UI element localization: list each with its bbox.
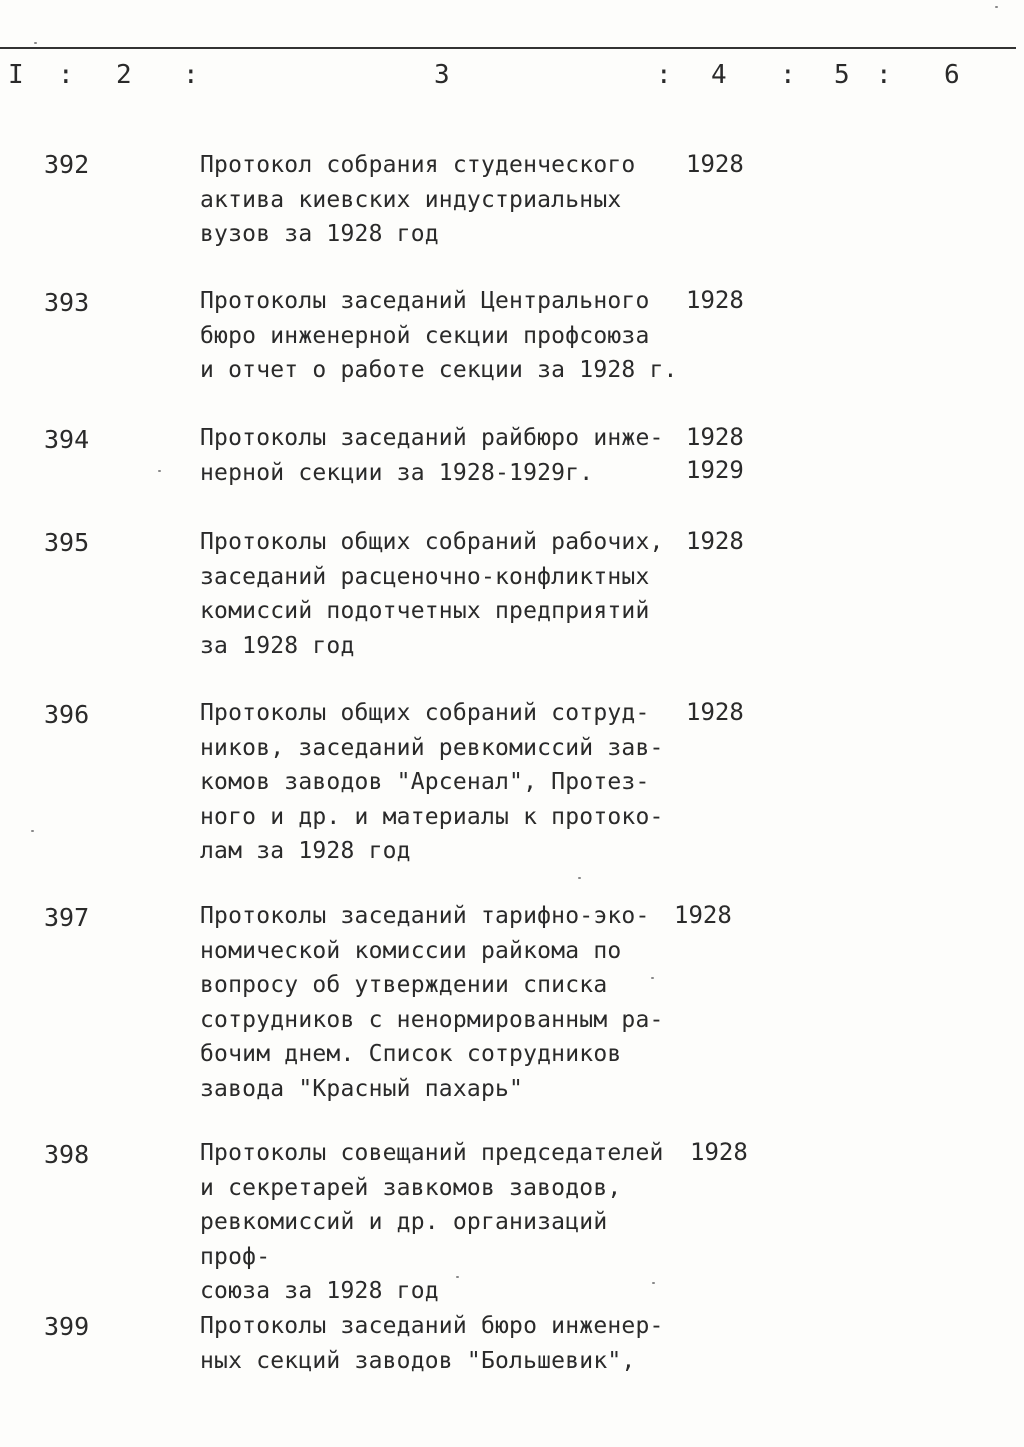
record-description: Протоколы общих собраний рабочих, заседаний расценочно-конфликтных комиссий подотчетных предприятий за 1928 год <box>200 529 664 659</box>
scan-speck <box>652 1282 655 1284</box>
record-number: 392 <box>44 150 90 179</box>
scan-speck <box>31 830 34 832</box>
scan-speck <box>158 470 161 472</box>
scan-speck <box>456 1276 459 1278</box>
record-description: Протоколы заседаний бюро инженер- ных секций заводов "Большевик", <box>200 1313 664 1374</box>
record-number: 396 <box>44 700 90 729</box>
column-header-3: 3 <box>434 60 450 90</box>
record-number: 394 <box>44 425 90 454</box>
record-dates: 1928 <box>690 1138 748 1166</box>
record-dates: 1928 1929 <box>686 423 744 484</box>
record-number: 393 <box>44 288 90 317</box>
column-separator: : <box>656 60 672 90</box>
column-separator: : <box>876 60 892 90</box>
record-description: Протоколы общих собраний сотруд- ников, заседаний ревкомиссий зав- комов заводов "Арсенал", Протез- ного и др. и материалы к протоко- лам за 1928 год <box>200 700 664 864</box>
column-header-4: 4 <box>711 60 727 90</box>
record-number: 397 <box>44 903 90 932</box>
record-dates: 1928 <box>686 286 744 314</box>
column-separator: : <box>58 60 74 90</box>
column-separator: : <box>183 60 199 90</box>
header-rule <box>0 47 1016 49</box>
record-dates: 1928 <box>686 527 744 555</box>
scan-speck <box>651 977 654 979</box>
record-description: Протоколы заседаний Центрального бюро инженерной секции профсоюза и отчет о работе секции за 1928 г. <box>200 288 678 383</box>
scan-speck <box>34 42 37 44</box>
record-description: Протоколы заседаний райбюро инже- нерной секции за 1928-1929г. <box>200 425 664 486</box>
column-header-6: 6 <box>944 60 960 90</box>
record-number: 398 <box>44 1140 90 1169</box>
record-number: 395 <box>44 528 90 557</box>
column-header-1: I <box>8 60 24 90</box>
record-dates: 1928 <box>674 901 732 929</box>
column-header-2: 2 <box>116 60 132 90</box>
record-number: 399 <box>44 1312 90 1341</box>
column-header-5: 5 <box>834 60 850 90</box>
record-description: Протоколы совещаний председателей и секретарей завкомов заводов, ревкомиссий и др. организаций проф- союза за 1928 год <box>200 1140 664 1304</box>
scan-speck <box>578 877 581 879</box>
scan-speck <box>995 6 998 8</box>
column-separator: : <box>780 60 796 90</box>
record-description: Протоколы заседаний тарифно-эко- номической комиссии райкома по вопросу об утверждении списка сотрудников с ненормированным ра- бочим днем. Список сотрудников завода "Красный пахарь" <box>200 903 664 1102</box>
record-dates: 1928 <box>686 698 744 726</box>
record-dates: 1928 <box>686 150 744 178</box>
record-description: Протокол собрания студенческого актива киевских индустриальных вузов за 1928 год <box>200 152 636 247</box>
